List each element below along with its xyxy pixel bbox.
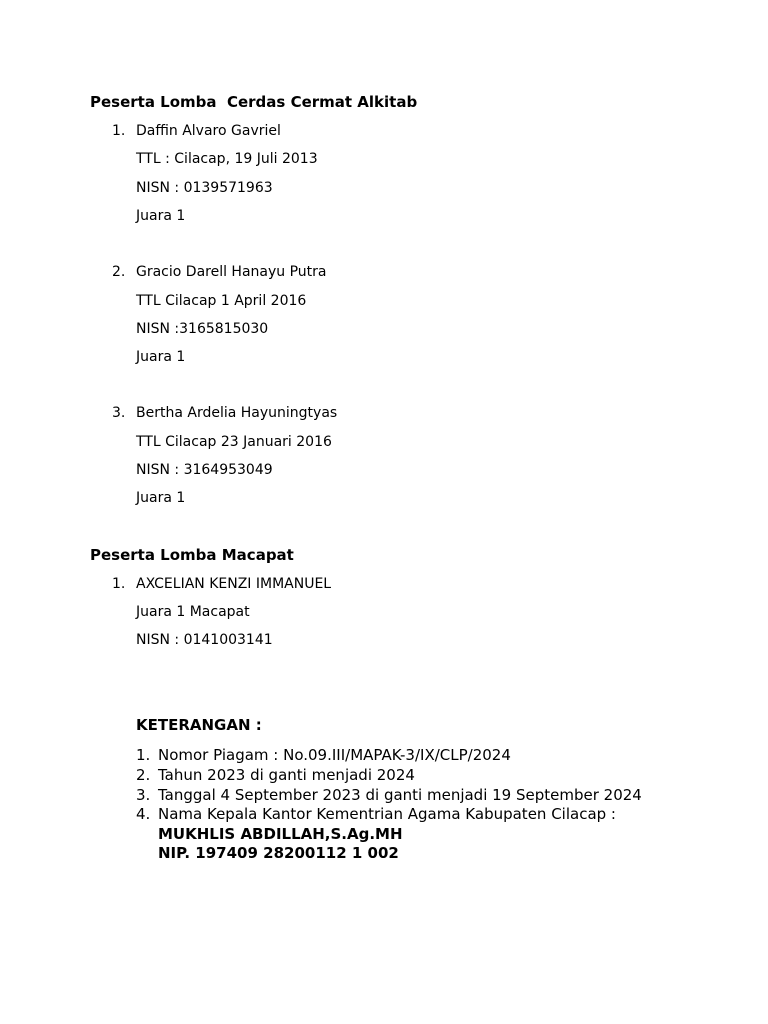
participant-award: Juara 1 Macapat [136,604,250,620]
participant-nisn: NISN :3165815030 [136,321,269,337]
participant-award: Juara 1 [136,490,186,506]
list-number: 1. [136,746,151,764]
official-name: MUKHLIS ABDILLAH,S.Ag.MH [158,825,403,843]
participant-ttl: TTL Cilacap 23 Januari 2016 [136,434,332,450]
participant-nisn: NISN : 0141003141 [136,632,273,648]
participant-name: AXCELIAN KENZI IMMANUEL [136,576,332,592]
list-number: 2. [136,766,151,784]
section-title-cerdas-cermat: Peserta Lomba Cerdas Cermat Alkitab [90,93,418,111]
list-number: 1. [112,576,126,592]
keterangan-item: Nama Kepala Kantor Kementrian Agama Kabupaten Cilacap : [158,805,616,823]
participant-name: Gracio Darell Hanayu Putra [136,264,327,280]
official-nip: NIP. 197409 28200112 1 002 [158,844,399,862]
list-number: 4. [136,805,151,823]
section-title-macapat: Peserta Lomba Macapat [90,546,294,564]
keterangan-item: Nomor Piagam : No.09.III/MAPAK-3/IX/CLP/2024 [158,746,511,764]
list-number: 3. [136,786,151,804]
participant-ttl: TTL : Cilacap, 19 Juli 2013 [136,151,318,167]
participant-award: Juara 1 [136,208,186,224]
list-number: 2. [112,264,126,280]
participant-award: Juara 1 [136,349,186,365]
list-number: 3. [112,405,126,421]
participant-nisn: NISN : 0139571963 [136,180,273,196]
keterangan-item: Tanggal 4 September 2023 di ganti menjadi 19 September 2024 [158,786,642,804]
participant-ttl: TTL Cilacap 1 April 2016 [136,293,307,309]
keterangan-title: KETERANGAN : [136,716,262,734]
participant-nisn: NISN : 3164953049 [136,462,273,478]
participant-name: Daffin Alvaro Gavriel [136,123,281,139]
list-number: 1. [112,123,126,139]
keterangan-item: Tahun 2023 di ganti menjadi 2024 [158,766,415,784]
participant-name: Bertha Ardelia Hayuningtyas [136,405,338,421]
